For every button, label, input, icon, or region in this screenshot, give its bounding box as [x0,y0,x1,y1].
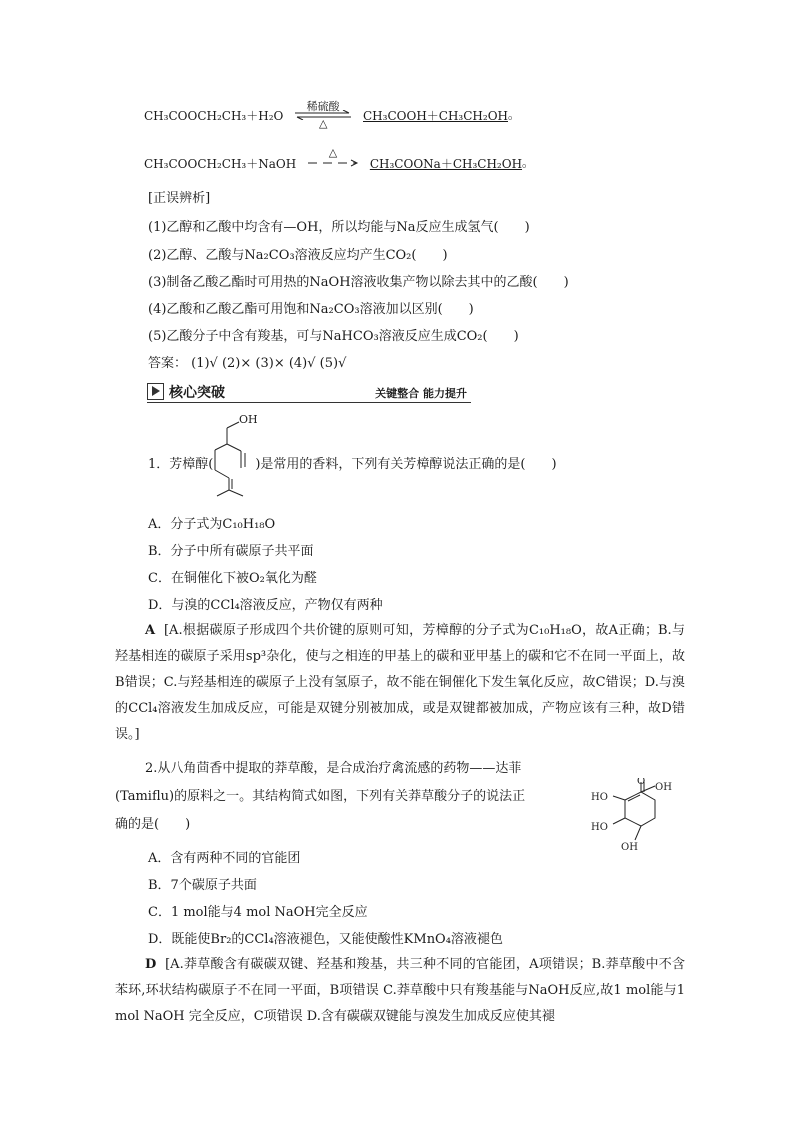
q2-stem-line3: 确的是( ) [115,817,191,832]
q2-stem-line2: (Tamiflu)的原料之一。其结构简式如图，下列有关莽草酸分子的说法正 [115,789,526,804]
eq1-products: CH₃COOH＋CH₃CH₂OH [363,108,508,123]
eq2-condition-top: △ [328,146,338,159]
q2-label-oh-right: OH [655,782,672,793]
q1-struct-label: OH [239,413,258,426]
correction-item-3: (3)制备乙酸乙酯时可用热的NaOH溶液收集产物以除去其中的乙酸( ) [148,275,569,290]
q1-explanation [115,618,685,748]
eq2-end: 。 [522,155,535,170]
q1-option-d: D．与溴的CCl₄溶液反应，产物仅有两种 [148,598,383,613]
q2-label-oh-bottom: OH [621,842,638,853]
shikimic-acid-structure [585,778,685,858]
q2-option-b: B．7个碳原子共面 [148,878,257,893]
eq2-products: CH₃COONa＋CH₃CH₂OH [369,156,523,171]
q1-option-c: C．在铜催化下被O₂氧化为醛 [148,571,317,586]
q1-answer-letter: A [145,623,156,638]
eq1-reactants: CH₃COOCH₂CH₃＋H₂O [144,108,284,123]
q1-option-a: A．分子式为C₁₀H₁₈O [148,517,276,532]
q2-option-a: A．含有两种不同的官能团 [148,851,301,866]
correction-answer: 答案： (1)√ (2)× (3)× (4)√ (5)√ [148,356,347,371]
q2-stem-line1: 2.从八角茴香中提取的莽草酸，是合成治疗禽流感的药物——达菲 [145,761,522,776]
q2-option-c: C．1 mol能与4 mol NaOH完全反应 [148,905,368,920]
eq2-reactants: CH₃COOCH₂CH₃＋NaOH [144,156,297,171]
q1-explanation-text: [A.根据碳原子形成四个共价键的原则可知，芳樟醇的分子式为C₁₀H₁₈O，故A正确；B.与羟基相连的碳原子采用sp³杂化，使与之相连的甲基上的碳和亚甲基上的碳和它不在同一平面上，故B错误；C.与羟基相连的碳原子上没有氢原子，故不能在铜催化下发生氧化反应，故C错误；D.与溴的CCl₄溶液发生加成反应，可能是双键分别被加成，或是双键都被加成，产物应该有三种，故D错误。] [115,623,685,742]
eq1-condition-top: 稀硫酸 [306,100,340,113]
section-title: 核心突破 [169,385,225,401]
q1-stem-after: )是常用的香料，下列有关芳樟醇说法正确的是( ) [255,457,557,472]
q1-option-b: B．分子中所有碳原子共平面 [148,544,314,559]
linalool-structure [205,410,275,500]
correction-item-2: (2)乙醇、乙酸与Na₂CO₃溶液反应均产生CO₂( ) [148,248,448,263]
q2-explanation [115,952,685,1032]
eq1-end: 。 [508,107,521,122]
eq2-arrow [306,148,360,178]
correction-item-4: (4)乙酸和乙酸乙酯可用饱和Na₂CO₃溶液加以区别( ) [148,302,474,317]
q2-answer-letter: D [145,957,157,972]
q1-stem-before: 1．芳樟醇( [148,457,214,472]
q2-option-d: D．既能使Br₂的CCl₄溶液褪色，又能使酸性KMnO₄溶液褪色 [148,932,503,947]
q2-explanation-text: [A.莽草酸含有碳碳双键、羟基和羧基，共三种不同的官能团，A项错误；B.莽草酸中不含苯环,环状结构碳原子不在同一平面，B项错误 C.莽草酸中只有羧基能与NaOH反应,故1 mol能与1 mol NaOH 完全反应，C项错误 D.含有碳碳双键能与溴发生加成反应使其褪 [115,957,685,1024]
q2-label-ho-left: HO [591,822,608,833]
play-icon [147,383,164,400]
section-header [147,382,471,403]
q2-label-o: O [637,778,646,787]
correction-item-5: (5)乙酸分子中含有羧基，可与NaHCO₃溶液反应生成CO₂( ) [148,329,519,344]
eq1-condition-bottom: △ [318,117,328,130]
correction-heading: [正误辨析] [148,191,211,206]
correction-item-1: (1)乙醇和乙酸中均含有—OH，所以均能与Na反应生成氢气( ) [148,220,530,235]
hydrolysis-equation-base [144,148,534,178]
hydrolysis-equation-acid [144,100,520,130]
eq1-reversible-arrow [293,100,353,130]
q2-label-ho-top: HO [591,792,608,803]
section-subtitle: 关键整合 能力提升 [375,387,467,400]
dashed-arrow-icon [306,158,360,168]
q2-stem [115,755,575,839]
